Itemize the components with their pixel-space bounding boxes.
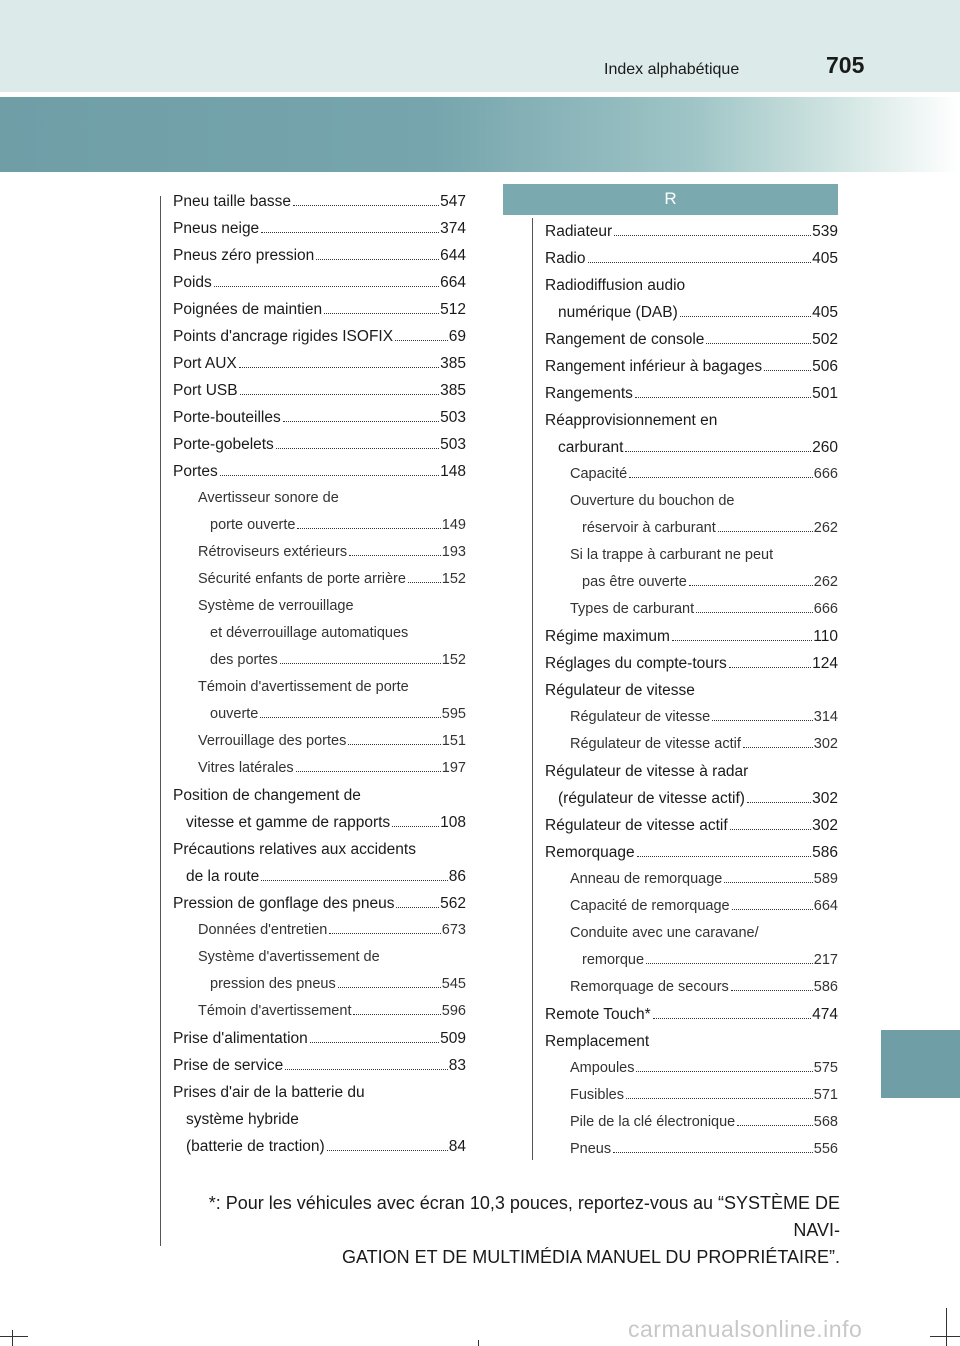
index-entry-page: 151 (441, 733, 466, 749)
index-entry-term: Verrouillage des portes (198, 733, 347, 749)
index-entry-term: Rétroviseurs extérieurs (198, 544, 348, 560)
dot-leader (261, 232, 439, 233)
index-entry-term: Pneus (570, 1141, 612, 1157)
dot-leader (260, 717, 440, 718)
index-entry-page: 571 (813, 1087, 838, 1103)
page-number: 705 (826, 52, 865, 78)
dot-leader (261, 880, 448, 881)
index-entry-term: Sécurité enfants de porte arrière (198, 571, 406, 587)
index-entry-term: Régulateur de vitesse actif (545, 817, 728, 834)
index-entry-term: carburant (558, 439, 624, 456)
index-entry-term: Réapprovisionnement en (545, 412, 718, 429)
index-entry-page: 217 (813, 952, 838, 968)
dot-leader (696, 612, 813, 613)
index-column-right (545, 218, 838, 1163)
index-entry-term: Remorquage (545, 844, 635, 861)
index-entry-term: Porte-gobelets (173, 436, 274, 453)
index-entry (173, 863, 466, 890)
index-entry (173, 728, 466, 755)
dot-leader (614, 235, 811, 236)
dot-leader (316, 259, 439, 260)
dot-leader (706, 343, 811, 344)
index-entry-page: 405 (812, 250, 838, 267)
index-entry (545, 461, 838, 488)
index-entry-page: 512 (440, 301, 466, 318)
index-entry (545, 488, 838, 515)
header-gradient-band (0, 97, 960, 172)
index-entry (173, 1106, 466, 1133)
dot-leader (239, 367, 439, 368)
index-entry-term: système hybride (186, 1111, 299, 1128)
index-entry (173, 836, 466, 863)
index-entry-term: vitesse et gamme de rapports (186, 814, 391, 831)
index-entry-term: Conduite avec une caravane/ (570, 925, 759, 941)
dot-leader (724, 882, 812, 883)
dot-leader (348, 744, 440, 745)
index-entry (173, 1052, 466, 1079)
index-entry-page: 302 (812, 817, 838, 834)
index-entry (173, 998, 466, 1025)
index-entry-page: 110 (813, 628, 838, 645)
index-entry (173, 620, 466, 647)
index-entry (173, 755, 466, 782)
index-entry-term: Radiateur (545, 223, 613, 240)
index-entry-page: 193 (441, 544, 466, 560)
index-entry-page: 595 (441, 706, 466, 722)
index-entry-term: Rangement inférieur à bagages (545, 358, 763, 375)
index-entry (173, 566, 466, 593)
dot-leader (324, 313, 439, 314)
index-entry-page: 108 (440, 814, 466, 831)
index-entry-page: 314 (813, 709, 838, 725)
index-entry-term: Vitres latérales (198, 760, 294, 776)
index-entry-page: 589 (813, 871, 838, 887)
dot-leader (613, 1152, 813, 1153)
index-entry-page: 539 (812, 223, 838, 240)
index-entry-page: 575 (813, 1060, 838, 1076)
index-entry (545, 353, 838, 380)
dot-leader (680, 316, 811, 317)
index-entry (173, 1133, 466, 1160)
index-entry-term: Pneus neige (173, 220, 260, 237)
index-entry-term: Données d'entretien (198, 922, 328, 938)
index-entry-term: Radio (545, 250, 586, 267)
index-entry-term: Port AUX (173, 355, 237, 372)
index-entry-term: Portes (173, 463, 218, 480)
index-entry-page: 666 (813, 601, 838, 617)
index-entry-page: 262 (813, 574, 838, 590)
index-entry-term: Poids (173, 274, 212, 291)
index-entry (545, 326, 838, 353)
index-entry-page: 83 (448, 1057, 466, 1074)
index-entry-term: des portes (210, 652, 278, 668)
index-entry-page: 556 (813, 1141, 838, 1157)
index-entry-page: 302 (813, 736, 838, 752)
index-entry-term: Pneus zéro pression (173, 247, 315, 264)
index-entry (545, 542, 838, 569)
index-entry (173, 917, 466, 944)
index-entry-term: et déverrouillage automatiques (210, 625, 409, 641)
section-title: Index alphabétique (604, 61, 740, 78)
dot-leader (283, 421, 439, 422)
index-entry (173, 593, 466, 620)
index-entry-term: Port USB (173, 382, 238, 399)
index-entry (545, 569, 838, 596)
page-header-bar (0, 0, 960, 92)
index-entry (173, 458, 466, 485)
index-entry-page: 152 (441, 571, 466, 587)
index-entry (545, 1082, 838, 1109)
watermark: carmanualsonline.info (628, 1316, 863, 1342)
index-entry (545, 515, 838, 542)
index-entry-term: Capacité de remorquage (570, 898, 730, 914)
index-entry-term: Régulateur de vitesse (545, 682, 695, 699)
footnote-line-1: *: Pour les véhicules avec écran 10,3 pouces, reportez-vous au “SYSTÈME DE NAVI- (208, 1193, 840, 1240)
index-entry-term: réservoir à carburant (582, 520, 716, 536)
dot-leader (689, 585, 813, 586)
index-entry (173, 242, 466, 269)
index-entry-page: 586 (812, 844, 838, 861)
index-entry-page: 562 (440, 895, 466, 912)
dot-leader (730, 829, 811, 830)
index-entry (545, 812, 838, 839)
index-entry-term: Prises d'air de la batterie du (173, 1084, 365, 1101)
index-entry-term: Remplacement (545, 1033, 650, 1050)
index-entry-page: 262 (813, 520, 838, 536)
index-entry (173, 944, 466, 971)
index-entry (173, 485, 466, 512)
dot-leader (764, 370, 811, 371)
index-entry-term: Réglages du compte-tours (545, 655, 727, 672)
dot-leader (672, 640, 812, 641)
index-entry (545, 974, 838, 1001)
index-entry-page: 509 (440, 1030, 466, 1047)
index-entry (173, 782, 466, 809)
index-entry-page: 302 (812, 790, 838, 807)
index-entry (545, 407, 838, 434)
index-entry-page: 673 (441, 922, 466, 938)
crop-mark (930, 1336, 960, 1337)
index-entry (173, 809, 466, 836)
index-entry-term: Ouverture du bouchon de (570, 493, 735, 509)
section-letter-header: R (503, 184, 838, 215)
column-divider (532, 218, 533, 1160)
index-entry (173, 1025, 466, 1052)
dot-leader (636, 1071, 812, 1072)
index-entry-term: Système de verrouillage (198, 598, 354, 614)
index-entry (545, 731, 838, 758)
index-entry-page: 260 (812, 439, 838, 456)
dot-leader (353, 1014, 440, 1015)
dot-leader (349, 555, 441, 556)
dot-leader (635, 397, 811, 398)
index-entry (173, 323, 466, 350)
left-margin-rule (160, 196, 161, 1246)
index-entry (545, 1055, 838, 1082)
index-entry-page: 666 (813, 466, 838, 482)
index-entry-term: Régulateur de vitesse à radar (545, 763, 749, 780)
dot-leader (214, 286, 439, 287)
index-entry (173, 296, 466, 323)
footnote (200, 1190, 840, 1271)
index-entry (173, 701, 466, 728)
dot-leader (296, 771, 441, 772)
dot-leader (395, 340, 448, 341)
index-entry-page: 405 (812, 304, 838, 321)
index-entry-term: Radiodiffusion audio (545, 277, 686, 294)
index-entry-term: numérique (DAB) (558, 304, 678, 321)
index-entry-page: 545 (441, 976, 466, 992)
dot-leader (280, 663, 441, 664)
index-entry-page: 197 (441, 760, 466, 776)
index-entry-page: 148 (440, 463, 466, 480)
dot-leader (285, 1069, 447, 1070)
index-entry-term: Remorquage de secours (570, 979, 729, 995)
dot-leader (297, 528, 440, 529)
index-entry-page: 385 (440, 355, 466, 372)
crop-mark (12, 1330, 13, 1346)
dot-leader (732, 909, 813, 910)
index-entry-term: Rangement de console (545, 331, 705, 348)
dot-leader (747, 802, 811, 803)
index-entry (173, 431, 466, 458)
index-entry (173, 377, 466, 404)
footnote-line-2: GATION ET DE MULTIMÉDIA MANUEL DU PROPRIÉTAIRE”. (341, 1247, 840, 1267)
dot-leader (293, 205, 439, 206)
index-entry-term: Rangements (545, 385, 633, 402)
index-entry-term: Système d'avertissement de (198, 949, 380, 965)
index-entry-term: Régulateur de vitesse (570, 709, 711, 725)
index-column-left (173, 188, 466, 1160)
index-entry (545, 758, 838, 785)
index-entry-term: porte ouverte (210, 517, 296, 533)
dot-leader (712, 720, 813, 721)
index-entry-page: 586 (813, 979, 838, 995)
chapter-side-tab (881, 1030, 960, 1098)
index-entry (173, 512, 466, 539)
index-entry (545, 1109, 838, 1136)
index-entry (173, 647, 466, 674)
index-entry-page: 474 (812, 1006, 838, 1023)
dot-leader (743, 747, 813, 748)
index-entry-page: 374 (440, 220, 466, 237)
index-entry-page: 506 (812, 358, 838, 375)
index-entry-term: Avertisseur sonore de (198, 490, 339, 506)
index-entry (545, 1001, 838, 1028)
index-entry-term: remorque (582, 952, 645, 968)
index-entry (545, 596, 838, 623)
index-entry-page: 149 (441, 517, 466, 533)
index-entry-term: pas être ouverte (582, 574, 687, 590)
index-entry-page: 84 (448, 1138, 466, 1155)
index-entry-term: Poignées de maintien (173, 301, 323, 318)
index-entry-term: Types de carburant (570, 601, 695, 617)
index-entry (545, 272, 838, 299)
index-entry-page: 568 (813, 1114, 838, 1130)
index-entry (173, 404, 466, 431)
index-entry-term: de la route (186, 868, 260, 885)
index-entry-term: Témoin d'avertissement de porte (198, 679, 409, 695)
index-entry-term: Précautions relatives aux accidents (173, 841, 416, 858)
index-entry (545, 623, 838, 650)
index-entry-page: 547 (440, 193, 466, 210)
index-entry-term: Régulateur de vitesse actif (570, 736, 741, 752)
dot-leader (629, 477, 813, 478)
index-entry (173, 350, 466, 377)
index-entry-term: Pression de gonflage des pneus (173, 895, 395, 912)
index-entry-page: 644 (440, 247, 466, 264)
index-entry (545, 893, 838, 920)
index-entry-page: 501 (812, 385, 838, 402)
index-entry (173, 971, 466, 998)
index-entry (545, 947, 838, 974)
index-entry-term: Pneu taille basse (173, 193, 292, 210)
index-entry-term: Capacité (570, 466, 628, 482)
dot-leader (392, 826, 439, 827)
index-entry-term: Pile de la clé électronique (570, 1114, 736, 1130)
index-entry-page: 502 (812, 331, 838, 348)
index-entry-term: Porte-bouteilles (173, 409, 281, 426)
index-entry-term: Points d'ancrage rigides ISOFIX (173, 328, 394, 345)
index-entry-term: ouverte (210, 706, 259, 722)
dot-leader (338, 987, 441, 988)
dot-leader (588, 262, 812, 263)
index-entry-term: Témoin d'avertissement (198, 1003, 352, 1019)
dot-leader (653, 1018, 811, 1019)
index-entry (545, 1028, 838, 1055)
index-entry (545, 866, 838, 893)
index-entry-term: Si la trappe à carburant ne peut (570, 547, 774, 563)
index-entry (545, 1136, 838, 1163)
index-entry (545, 704, 838, 731)
dot-leader (408, 582, 441, 583)
index-entry-page: 152 (441, 652, 466, 668)
index-entry (173, 188, 466, 215)
index-entry-page: 124 (812, 655, 838, 672)
dot-leader (625, 451, 811, 452)
dot-leader (718, 531, 813, 532)
crop-mark (0, 1336, 28, 1337)
index-entry-term: pression des pneus (210, 976, 336, 992)
dot-leader (731, 990, 813, 991)
index-entry (173, 674, 466, 701)
index-entry (173, 215, 466, 242)
index-entry (173, 269, 466, 296)
index-entry (173, 890, 466, 917)
index-entry-term: Position de changement de (173, 787, 361, 804)
index-entry-page: 503 (440, 409, 466, 426)
index-entry (545, 245, 838, 272)
dot-leader (240, 394, 440, 395)
index-entry (545, 434, 838, 461)
dot-leader (327, 1150, 448, 1151)
index-entry-page: 664 (440, 274, 466, 291)
dot-leader (729, 667, 811, 668)
index-entry-term: Fusibles (570, 1087, 624, 1103)
index-entry-page: 385 (440, 382, 466, 399)
index-entry (545, 380, 838, 407)
index-entry (545, 920, 838, 947)
crop-mark (946, 1308, 947, 1346)
index-entry (545, 299, 838, 326)
index-entry (173, 539, 466, 566)
index-entry-page: 596 (441, 1003, 466, 1019)
index-entry-term: Remote Touch* (545, 1006, 651, 1023)
index-entry (545, 218, 838, 245)
index-entry-term: (régulateur de vitesse actif) (558, 790, 745, 807)
index-entry (173, 1079, 466, 1106)
index-entry-term: Régime maximum (545, 628, 670, 645)
dot-leader (637, 856, 812, 857)
index-entry-page: 86 (448, 868, 466, 885)
index-entry-term: Anneau de remorquage (570, 871, 723, 887)
dot-leader (626, 1098, 813, 1099)
crop-mark (478, 1340, 479, 1346)
index-entry-term: Ampoules (570, 1060, 635, 1076)
dot-leader (310, 1042, 439, 1043)
dot-leader (646, 963, 813, 964)
index-entry-page: 664 (813, 898, 838, 914)
index-entry-page: 503 (440, 436, 466, 453)
index-entry-page: 69 (448, 328, 466, 345)
dot-leader (276, 448, 439, 449)
index-entry (545, 839, 838, 866)
dot-leader (220, 475, 439, 476)
index-entry (545, 677, 838, 704)
index-entry-term: (batterie de traction) (186, 1138, 325, 1155)
index-entry (545, 785, 838, 812)
dot-leader (396, 907, 439, 908)
index-entry-term: Prise de service (173, 1057, 284, 1074)
dot-leader (329, 933, 440, 934)
index-entry-term: Prise d'alimentation (173, 1030, 308, 1047)
index-entry (545, 650, 838, 677)
dot-leader (737, 1125, 813, 1126)
